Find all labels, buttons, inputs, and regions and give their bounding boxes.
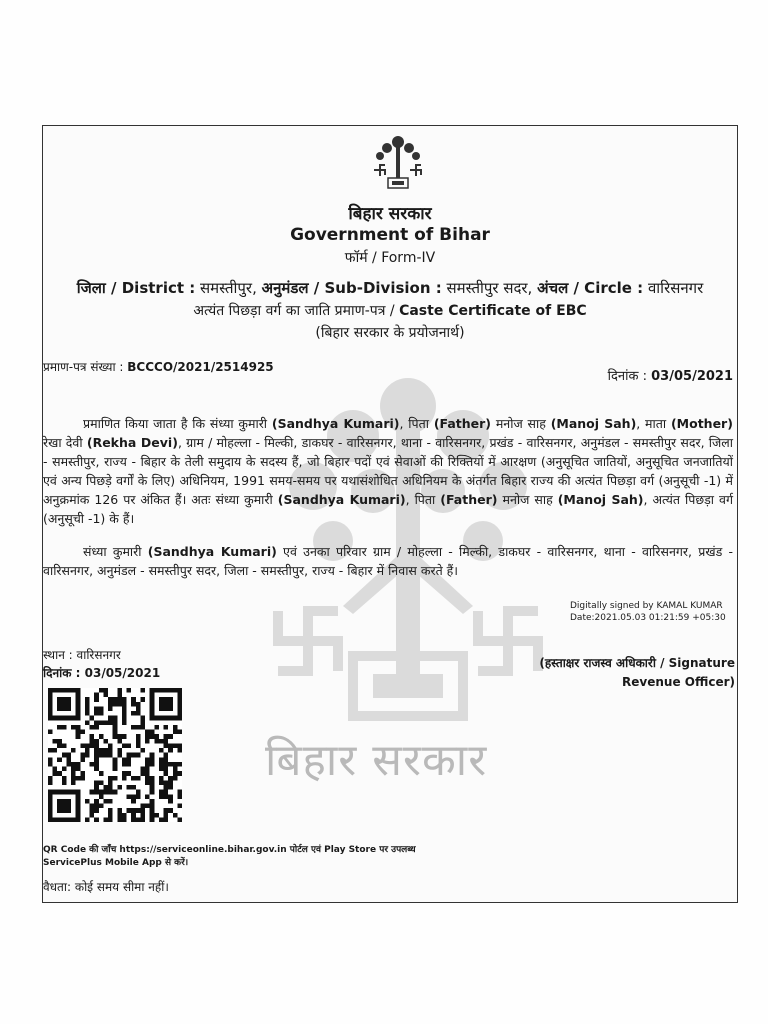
p2-text-a: संध्या कुमारी [83, 544, 142, 559]
certificate-type [43, 301, 737, 320]
subdivision-label: अनुमंडल / Sub-Division : [261, 279, 442, 297]
qr-code-icon [46, 688, 184, 822]
digital-signature-line2: Date:2021.05.03 01:21:59 +05:30 [570, 613, 726, 623]
p1-text-c: मनोज साह [495, 416, 546, 431]
issue-date [608, 366, 733, 384]
signature-line2: Revenue Officer) [622, 675, 735, 689]
p1-father-name: (Manoj Sah) [550, 416, 637, 431]
header-english-title: Government of Bihar [290, 225, 490, 245]
p1-text-a: प्रमाणित किया जाता है कि संध्या कुमारी [83, 416, 268, 431]
p1-name: (Sandhya Kumari) [271, 416, 400, 431]
signature-line1: (हस्ताक्षर राजस्व अधिकारी / Signature [539, 656, 735, 670]
certificate [42, 125, 738, 903]
certificate-type-english: Caste Certificate of EBC [399, 303, 587, 319]
subdivision-value: समस्तीपुर सदर, [446, 279, 533, 297]
district-value: समस्तीपुर, [200, 279, 257, 297]
p1-mother-label: (Mother) [670, 416, 733, 431]
p1-father-label: (Father) [433, 416, 491, 431]
certificate-body-paragraph [43, 414, 733, 528]
digital-signature-line1: Digitally signed by KAMAL KUMAR [570, 601, 723, 611]
p2-text-b: एवं उनका परिवार ग्राम / मोहल्ला - मिल्की, डाकघर - वारिसनगर, थाना - वारिसनगर, प्रखंड - वारिसनगर, अनुमंडल - समस्तीपुर सदर, जिला - समस्तीपुर, राज्य - बिहार में निवास करते हैं। [43, 544, 733, 578]
qr-verification-note: QR Code की जाँच https://serviceonline.bihar.gov.in पोर्टल एवं Play Store पर उपलब्ध ServicePlus Mobile App से करें। [43, 845, 416, 868]
p1-father-label-2: (Father) [440, 492, 498, 507]
circle-label: अंचल / Circle : [537, 279, 644, 297]
certificate-number-label: प्रमाण-पत्र संख्या : [43, 360, 124, 374]
issue-date-label: दिनांक : [607, 369, 647, 384]
circle-value: वारिसनगर [647, 279, 704, 297]
certificate-number-value: BCCCO/2021/2514925 [127, 360, 274, 374]
watermark-text: बिहार सरकार [265, 735, 488, 786]
p1-text-g: , पिता [405, 492, 436, 507]
p1-text-d: , माता [636, 416, 667, 431]
issue-date-value: 03/05/2021 [651, 369, 733, 384]
p1-text-b: , पिता [399, 416, 429, 431]
digital-signature [570, 600, 726, 624]
p1-text-h: मनोज साह [502, 492, 553, 507]
form-label: फॉर्म / Form-IV [344, 250, 436, 266]
district-label: जिला / District : [76, 279, 196, 297]
certificate-type-hindi: अत्यंत पिछड़ा वर्ग का जाति प्रमाण-पत्र / [193, 303, 395, 319]
p1-father-name-2: (Manoj Sah) [557, 492, 644, 507]
validity-note: वैधता: कोई समय सीमा नहीं। [43, 880, 169, 894]
bihar-emblem-icon [370, 134, 426, 192]
certificate-number [43, 358, 274, 375]
place: स्थान : वारिसनगर [43, 648, 121, 662]
p1-text-i: , अत्यंत पिछड़ा वर्ग (अनुसूची -1) के हैं। [43, 492, 733, 526]
p1-mother-name: (Rekha Devi) [86, 435, 178, 450]
residence-paragraph [43, 542, 733, 580]
purpose-line: (बिहार सरकार के प्रयोजनार्थ) [315, 325, 465, 341]
header-hindi-title: बिहार सरकार [348, 204, 432, 224]
signature-block [539, 654, 735, 692]
p1-name-2: (Sandhya Kumari) [277, 492, 406, 507]
district-line [43, 278, 737, 298]
p1-text-e: रेखा देवी [43, 435, 83, 450]
place-date: दिनांक : 03/05/2021 [43, 666, 161, 680]
p1-text-f: , ग्राम / मोहल्ला - मिल्की, डाकघर - वारिसनगर, थाना - वारिसनगर, प्रखंड - वारिसनगर, अनुमंडल - समस्तीपुर सदर, जिला - समस्तीपुर, राज्य - बिहार के तेली समुदाय के सदस्य हैं, जो बिहार पदों एवं सेवाओं की रिक्तियों में आरक्षण (अनुसूचित जातियों, अनुसूचित जनजातियों एवं अन्य पिछड़े वर्गों के लिए) अधिनियम, 1991 समय-समय पर यथासंशोधित अधिनियम के अंतर्गत बिहार राज्य की अत्यंत पिछड़ा वर्ग (अनुसूची -1) में अनुक्रमांक 126 पर अंकित हैं। अतः संध्या कुमारी [43, 435, 733, 507]
p2-name: (Sandhya Kumari) [147, 544, 277, 559]
